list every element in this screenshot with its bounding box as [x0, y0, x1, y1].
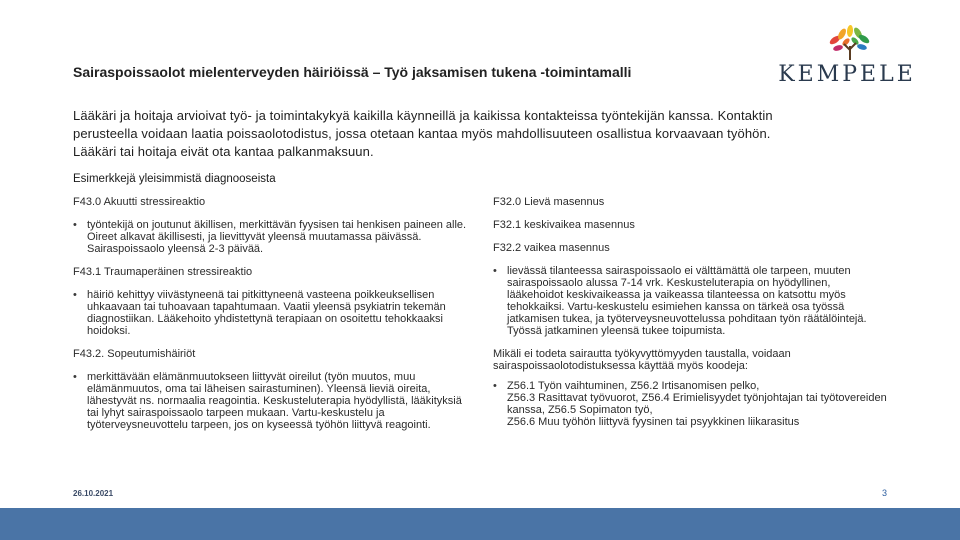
logo-wordmark: KEMPELE [778, 62, 916, 87]
bullet-text: lievässä tilanteessa sairaspoissaolo ei välttämättä ole tarpeen, muuten sairaspoissaolo alussa 7-14 vrk. Keskusteluterapia on hyödyllinen, lääkehoidot keskivaikeassa ja vaikeassa tilanteessa on katsottu myös tehokkaiksi. Vartu-keskustelu esimiehen kanssa on tärkeä osa työssä jatkamisen tukea, ja työterveysneuvottelussa pohditaan työn räätälöintejä. Työssä jatkaminen yleensä tukee toipumista. [507, 265, 867, 337]
z-codes-line-3: Z56.6 Muu työhön liittyvä fyysinen tai psyykkinen liikarasitus [507, 416, 800, 428]
left-column [73, 196, 468, 442]
bullet-icon: • [73, 289, 77, 301]
bullet-text: työntekijä on joutunut äkillisen, merkittävän fyysisen tai henkisen paineen alle. Oireet alkavat äkillisesti, ja lievittyvät yleensä muutamassa päivässä. Sairaspoissaolo yleensä 2-3 päivää. [87, 219, 467, 255]
z-codes-intro: Mikäli ei todeta sairautta työkyvyttömyyden taustalla, voidaan sairaspoissaolotodistuksessa käyttää myös koodeja: [493, 348, 791, 372]
diagnosis-f43-1: F43.1 Traumaperäinen stressireaktio [73, 266, 253, 278]
intro-paragraph: Lääkäri ja hoitaja arvioivat työ- ja toimintakykyä kaikilla käynneillä ja kaikissa kontakteissa työntekijän kanssa. Kontaktin perusteella voidaan laatia poissaolotodistus, jossa otetaan kantaa myös mahdollisuuteen osallistua korvaavaan työhön. Lääkäri tai hoitaja eivät ota kantaa palkanmaksuun. [73, 108, 773, 159]
tree-logo-icon [772, 24, 922, 64]
bullet-f32 [493, 265, 888, 337]
kempele-logo [772, 24, 922, 94]
bullet-f43-1 [73, 289, 468, 337]
bullet-text [507, 380, 888, 428]
page-number: 3 [882, 488, 888, 498]
bullet-z-codes [493, 380, 888, 428]
bullet-f43-0 [73, 219, 468, 255]
bullet-icon: • [493, 265, 497, 277]
diagnosis-f43-2: F43.2. Sopeutumishäiriöt [73, 348, 196, 360]
bullet-text: merkittävään elämänmuutokseen liittyvät oireilut (työn muutos, muu elämänmuutos, oma tai läheisen sairastuminen). Yleensä lieviä oireita, lähestyvät ns. normaalia reagointia. Keskusteluterapia hyödyllistä, lääkityksiä tai lyhyt sairaspoissaolo tarpeen mukaan. Vartu-keskustelu ja työterveysneuvottelu tarpeen, jos on kyseessä työhön liittyvä reagointi. [87, 371, 462, 431]
examples-heading: Esimerkkejä yleisimmistä diagnooseista [73, 173, 276, 185]
z-codes-line-2: Z56.3 Rasittavat työvuorot, Z56.4 Erimielisyydet työnjohtajan tai työtovereiden kanssa, Z56.5 Sopimaton työ, [507, 392, 887, 416]
diagnosis-f32-1: F32.1 keskivaikea masennus [493, 219, 635, 231]
bullet-icon: • [493, 380, 497, 392]
footer-band [0, 508, 960, 540]
footer-date: 26.10.2021 [73, 489, 114, 498]
bullet-icon: • [73, 371, 77, 383]
diagnosis-f32-0: F32.0 Lievä masennus [493, 196, 605, 208]
bullet-text: häiriö kehittyy viivästyneenä tai pitkittyneenä vasteena poikkeuksellisen uhkaavaan tai tuhoavaan tapahtumaan. Vaatii yleensä psykiatrin tekemän diagnostiikan. Lääkehoito yhdistettynä terapiaan on osoitettu tehokkaaksi hoidoksi. [87, 289, 446, 337]
diagnosis-f32-2: F32.2 vaikea masennus [493, 242, 610, 254]
bullet-icon: • [73, 219, 77, 231]
right-column [493, 196, 888, 439]
z-codes-line-1: Z56.1 Työn vaihtuminen, Z56.2 Irtisanomisen pelko, [507, 380, 760, 392]
diagnosis-f43-0: F43.0 Akuutti stressireaktio [73, 196, 206, 208]
bullet-f43-2 [73, 371, 468, 431]
page-title: Sairaspoissaolot mielenterveyden häiriöissä – Työ jaksamisen tukena -toimintamalli [73, 64, 632, 80]
